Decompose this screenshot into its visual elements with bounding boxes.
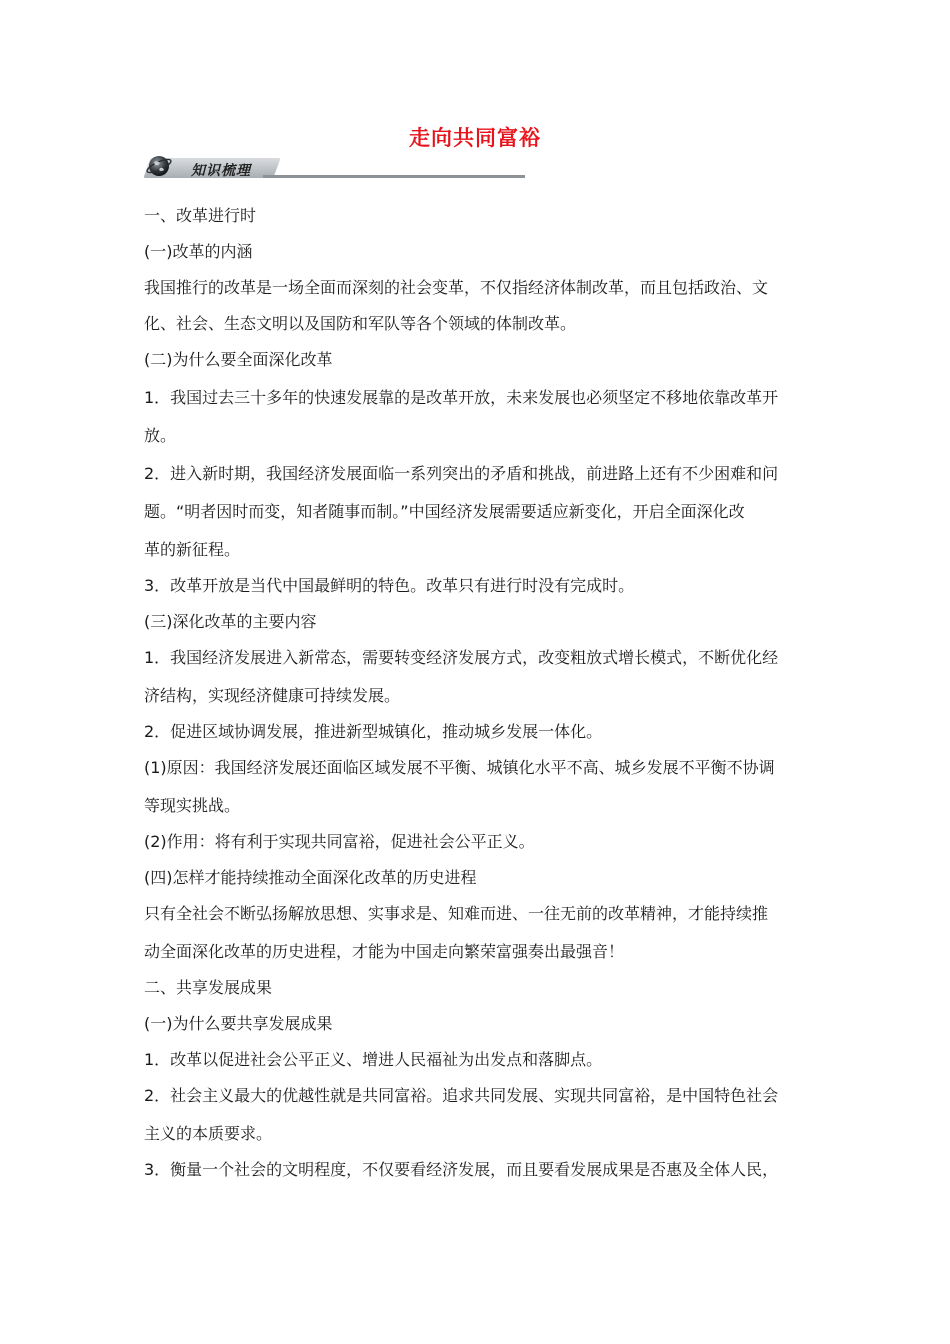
document-body: [144, 198, 808, 1188]
globe-icon: [145, 151, 173, 179]
paragraph-line: 等现实挑战。: [144, 796, 241, 815]
paragraph-line: 我国推行的改革是一场全面而深刻的社会变革，不仅指经济体制改革，而且包括政治、文: [144, 278, 769, 297]
paragraph-line: 1．改革以促进社会公平正义、增进人民福祉为出发点和落脚点。: [144, 1050, 603, 1069]
banner-underline: [263, 175, 525, 178]
subheading: (一)改革的内涵: [144, 242, 253, 261]
paragraph-line: 济结构，实现经济健康可持续发展。: [144, 686, 401, 705]
paragraph-line: 2．促进区域协调发展，推进新型城镇化，推动城乡发展一体化。: [144, 722, 603, 741]
paragraph-line: 只有全社会不断弘扬解放思想、实事求是、知难而进、一往无前的改革精神，才能持续推: [144, 904, 769, 923]
banner-label: 知识梳理: [191, 163, 251, 179]
paragraph-line: 题。“明者因时而变，知者随事而制。”中国经济发展需要适应新变化，开启全面深化改: [144, 502, 745, 521]
heading-reform: 一、改革进行时: [144, 206, 257, 225]
subheading: (二)为什么要全面深化改革: [144, 350, 333, 369]
paragraph-line: 动全面深化改革的历史进程，才能为中国走向繁荣富强奏出最强音！: [144, 942, 625, 961]
paragraph-line: 2．社会主义最大的优越性就是共同富裕。追求共同发展、实现共同富裕，是中国特色社会: [144, 1086, 779, 1105]
paragraph-line: 主义的本质要求。: [144, 1124, 273, 1143]
paragraph-line: 3．改革开放是当代中国最鲜明的特色。改革只有进行时没有完成时。: [144, 576, 635, 595]
subheading: (一)为什么要共享发展成果: [144, 1014, 333, 1033]
paragraph-line: 2．进入新时期，我国经济发展面临一系列突出的矛盾和挑战，前进路上还有不少困难和问: [144, 464, 779, 483]
paragraph-line: 3．衡量一个社会的文明程度，不仅要看经济发展，而且要看发展成果是否惠及全体人民，: [144, 1160, 779, 1179]
paragraph-line: 1．我国经济发展进入新常态，需要转变经济发展方式，改变粗放式增长模式，不断优化经: [144, 648, 779, 667]
subheading: (三)深化改革的主要内容: [144, 612, 317, 631]
paragraph-line: 1．我国过去三十多年的快速发展靠的是改革开放，未来发展也必须坚定不移地依靠改革开: [144, 388, 779, 407]
paragraph-line: (1)原因：我国经济发展还面临区域发展不平衡、城镇化水平不高、城乡发展不平衡不协调: [144, 758, 775, 777]
paragraph-line: (2)作用：将有利于实现共同富裕，促进社会公平正义。: [144, 832, 535, 851]
paragraph-line: 放。: [144, 426, 177, 445]
heading-share: 二、共享发展成果: [144, 978, 273, 997]
section-banner: [143, 148, 525, 184]
paragraph-line: 化、社会、生态文明以及国防和军队等各个领域的体制改革。: [144, 314, 577, 333]
page-title: 走向共同富裕: [409, 126, 541, 150]
paragraph-line: 革的新征程。: [144, 540, 241, 559]
subheading: (四)怎样才能持续推动全面深化改革的历史进程: [144, 868, 477, 887]
